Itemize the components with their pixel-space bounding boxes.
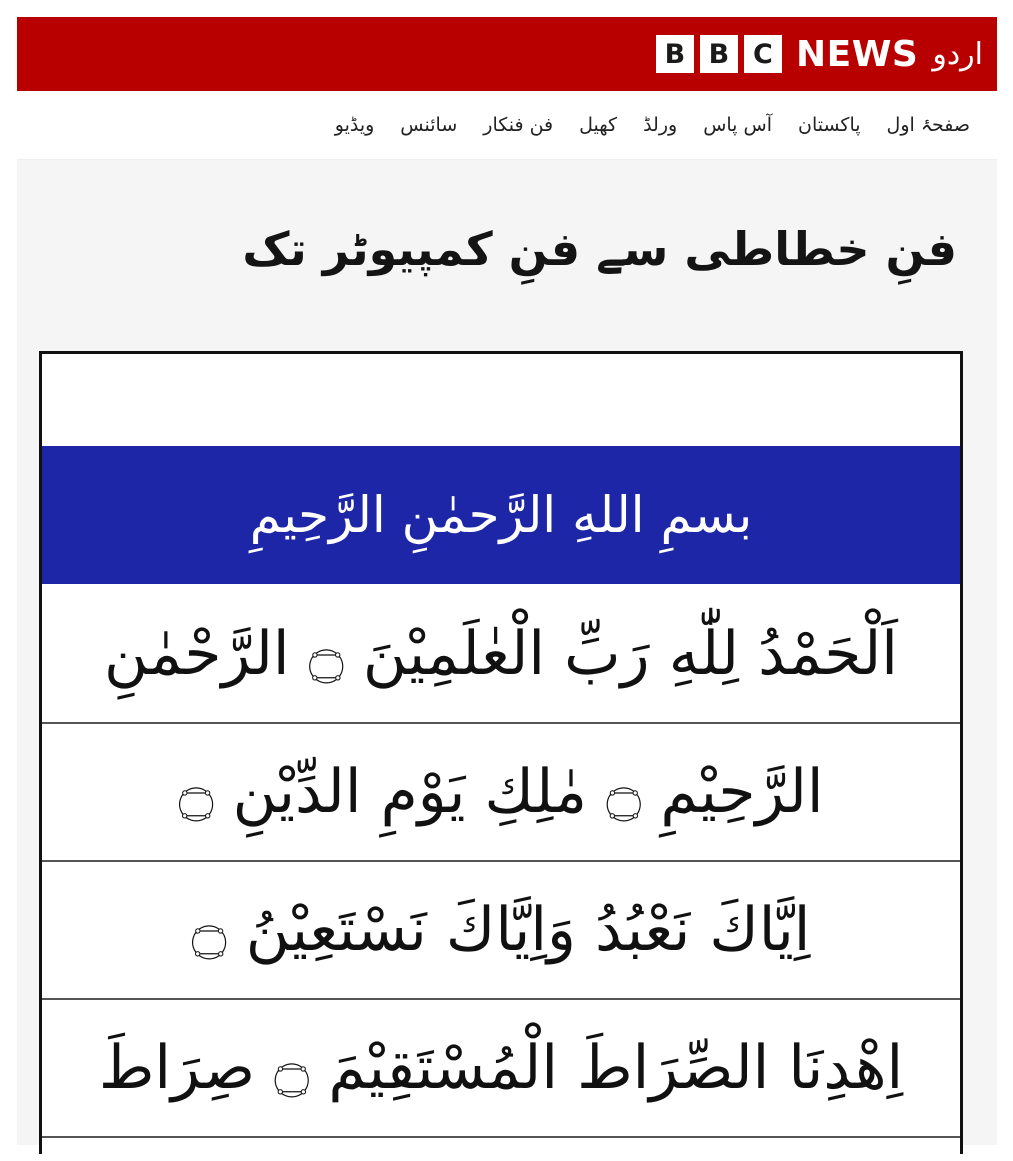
verse-line-3 <box>42 862 960 1000</box>
bbc-logo-block-2: B <box>700 35 738 73</box>
verse-line-4 <box>42 1000 960 1138</box>
main-navigation <box>17 91 997 160</box>
verse-text: اِيَّاكَ نَعْبُدُ وَاِيَّاكَ نَسْتَعِيْنُ ۝ <box>191 895 811 965</box>
article-title: فنِ خطاطی سے فنِ کمپیوٹر تک <box>242 222 957 276</box>
bbc-logo-block-3: C <box>744 35 782 73</box>
nav-item-home[interactable]: صفحۂ اول <box>886 114 970 136</box>
verse-text: اِهْدِنَا الصِّرَاطَ الْمُسْتَقِيْمَ ۝ صِرَاطَ <box>98 1033 904 1103</box>
verse-text: الرَّحِيْمِ ۝ مٰلِكِ يَوْمِ الدِّيْنِ ۝ <box>178 757 824 827</box>
nav-item-region[interactable]: آس پاس <box>703 114 772 136</box>
nav-list <box>322 114 983 136</box>
language-wordmark: اردو <box>932 36 983 72</box>
verse-line-1 <box>42 586 960 724</box>
bbc-news-urdu-logo[interactable] <box>656 34 983 75</box>
site-header <box>17 17 997 91</box>
nav-item-sport[interactable]: کھیل <box>579 114 618 136</box>
bismillah-text: بسمِ اللهِ الرَّحمٰنِ الرَّحِيمِ <box>249 486 753 544</box>
nav-item-entertainment[interactable]: فن فنکار <box>483 114 554 136</box>
verse-text: اَلْحَمْدُ لِلّٰهِ رَبِّ الْعٰلَمِيْنَ ۝ الرَّحْمٰنِ <box>104 619 898 689</box>
article-content <box>17 160 997 1145</box>
bismillah-band <box>42 446 960 584</box>
bbc-logo-block-1: B <box>656 35 694 73</box>
verse-line-2 <box>42 724 960 862</box>
nav-item-science[interactable]: سائنس <box>400 114 458 136</box>
nav-item-video[interactable]: ویڈیو <box>334 114 375 136</box>
nav-item-pakistan[interactable]: پاکستان <box>797 114 861 136</box>
bbc-logo <box>656 35 782 73</box>
nav-item-world[interactable]: ورلڈ <box>643 114 678 136</box>
article-image <box>39 351 963 1154</box>
news-wordmark: NEWS <box>795 33 919 75</box>
